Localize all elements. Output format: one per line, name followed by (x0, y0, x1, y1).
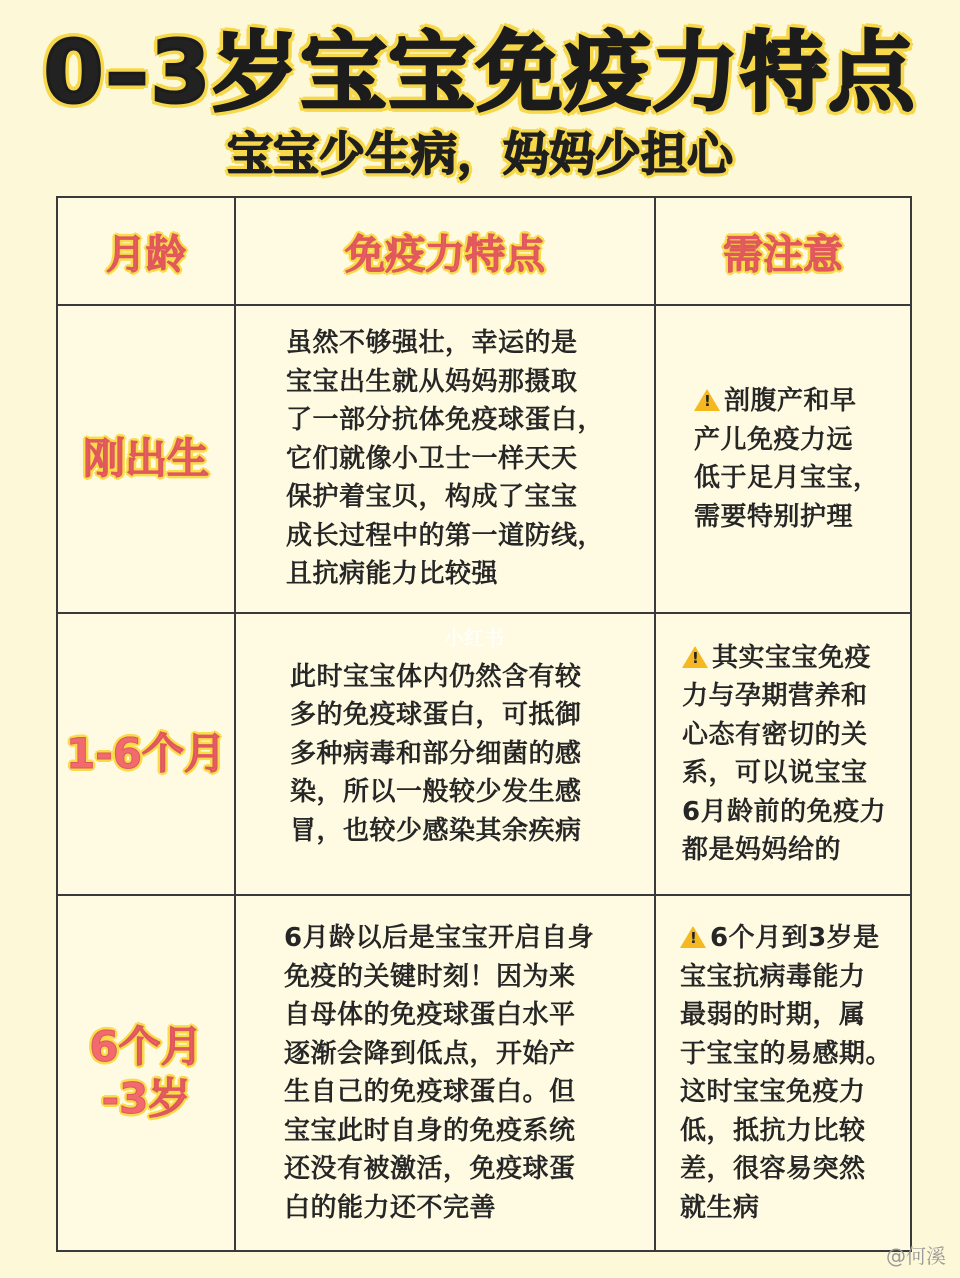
header-feature: 免疫力特点 (345, 231, 545, 278)
note-text: 6个月到3岁是 宝宝抗病毒能力 最弱的时期，属 于宝宝的易感期。 这时宝宝免疫力 低，抵抗力比较 差，很容易突然 就生病 (680, 923, 893, 1223)
age-cell (58, 306, 236, 612)
note-block (680, 919, 892, 1227)
table-row (58, 614, 910, 896)
table-row (58, 896, 910, 1250)
feature-cell (236, 896, 656, 1250)
feature-cell (236, 306, 656, 612)
age-cell (58, 896, 236, 1250)
note-text: 其实宝宝免疫 力与孕期营养和 心态有密切的关 系，可以说宝宝 6月龄前的免疫力 都是妈妈给的 (682, 642, 887, 865)
warning-icon (694, 389, 720, 411)
age-cell (58, 614, 236, 894)
feature-text: 6月龄以后是宝宝开启自身 免疫的关键时刻！因为来 自母体的免疫球蛋白水平 逐渐会降到低点，开始产 生自己的免疫球蛋白。但 宝宝此时自身的免疫系统 还没有被激活，免疫球蛋 白的能力还不完善 (284, 923, 595, 1223)
header-cell-note (656, 198, 910, 304)
age-label: 1-6个月 (66, 729, 226, 778)
note-text: 剖腹产和早 产儿免疫力远 低于足月宝宝， 需要特别护理 (694, 386, 880, 532)
page-title: 0–3岁宝宝免疫力特点 (43, 23, 917, 123)
header-cell-feature (236, 198, 656, 304)
credit-text: @何溪 (886, 1244, 946, 1268)
note-cell (656, 614, 910, 894)
header-age: 月龄 (106, 231, 186, 278)
age-label: 刚出生 (82, 434, 209, 483)
warning-icon (682, 646, 708, 668)
feature-text: 此时宝宝体内仍然含有较 多的免疫球蛋白，可抵御 多种病毒和部分细菌的感 染，所以一般较少发生感 冒，也较少感染其余疾病 (290, 661, 582, 846)
warning-icon (680, 926, 706, 948)
header-note: 需注意 (723, 231, 843, 278)
immunity-table (56, 196, 912, 1252)
note-block (682, 639, 886, 870)
watermark: 小红书 (444, 626, 504, 650)
header-cell-age (58, 198, 236, 304)
note-block (694, 382, 880, 536)
age-label-line-2: -3岁 (101, 1074, 191, 1123)
feature-text: 虽然不够强壮，幸运的是 宝宝出生就从妈妈那摄取 了一部分抗体免疫球蛋白， 它们就像小卫士一样天天 保护着宝贝，构成了宝宝 成长过程中的第一道防线， 且抗病能力比较强 (286, 328, 605, 590)
page-subtitle: 宝宝少生病，妈妈少担心 (227, 127, 733, 181)
age-label-line-1: 6个月 (89, 1022, 203, 1071)
table-row (58, 306, 910, 614)
note-cell (656, 306, 910, 612)
note-cell (656, 896, 910, 1250)
table-header-row (58, 198, 910, 306)
feature-cell (236, 614, 656, 894)
